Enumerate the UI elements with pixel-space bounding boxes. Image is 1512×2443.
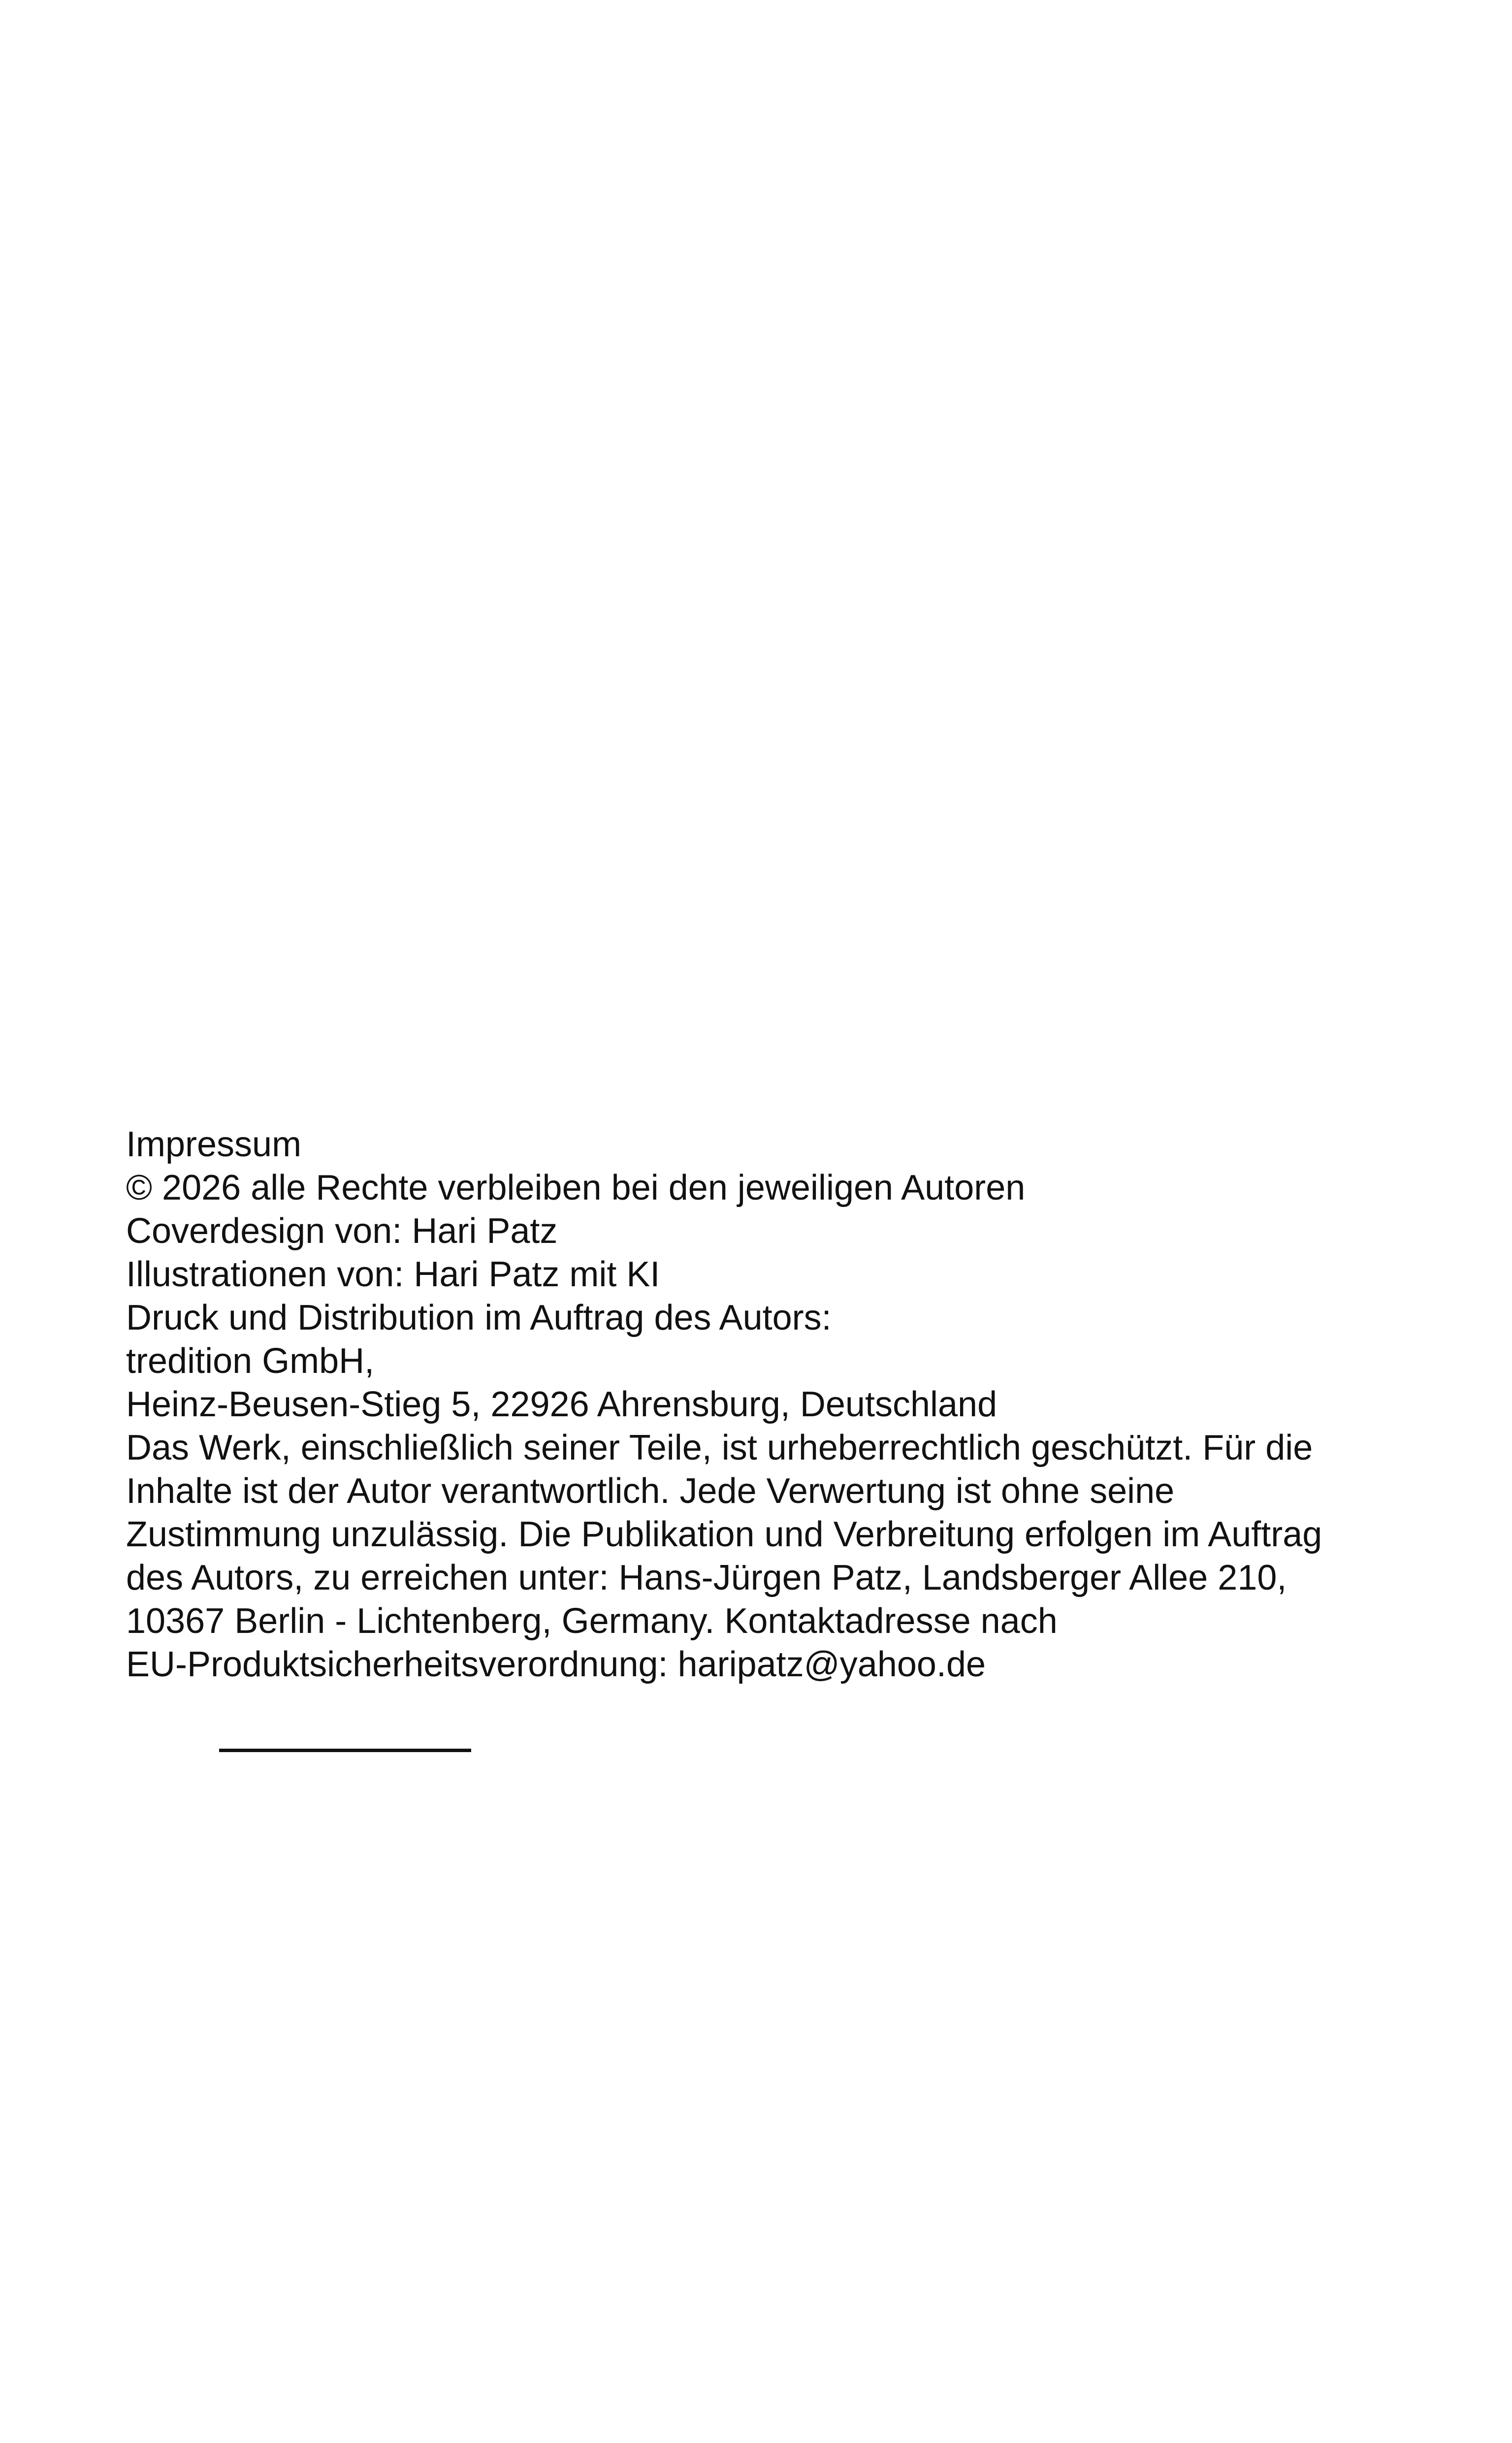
contact-email-line: EU-Produktsicherheitsverordnung: haripatz@yahoo.de xyxy=(126,1645,986,1684)
legal-notice-line: Das Werk, einschließlich seiner Teile, ist urheberrechtlich geschützt. Für die xyxy=(126,1428,1313,1467)
legal-notice-line: 10367 Berlin - Lichtenberg, Germany. Kontaktadresse nach xyxy=(126,1601,1058,1641)
imprint-block xyxy=(126,1123,1406,1686)
publisher-name-line: tredition GmbH, xyxy=(126,1341,375,1381)
horizontal-rule xyxy=(219,1749,471,1752)
cover-design-line: Coverdesign von: Hari Patz xyxy=(126,1211,558,1251)
legal-notice-line: Inhalte ist der Autor verantwortlich. Jede Verwertung ist ohne seine xyxy=(126,1471,1175,1511)
print-distribution-line: Druck und Distribution im Auftrag des Autors: xyxy=(126,1298,832,1337)
legal-notice-line: Zustimmung unzulässig. Die Publikation und Verbreitung erfolgen im Auftrag xyxy=(126,1515,1322,1554)
imprint-heading: Impressum xyxy=(126,1125,302,1164)
illustrations-line: Illustrationen von: Hari Patz mit KI xyxy=(126,1255,660,1294)
legal-notice-line: des Autors, zu erreichen unter: Hans-Jürgen Patz, Landsberger Allee 210, xyxy=(126,1558,1287,1597)
copyright-line: © 2026 alle Rechte verbleiben bei den jeweiligen Autoren xyxy=(126,1168,1026,1207)
publisher-address-line: Heinz-Beusen-Stieg 5, 22926 Ahrensburg, Deutschland xyxy=(126,1385,997,1424)
